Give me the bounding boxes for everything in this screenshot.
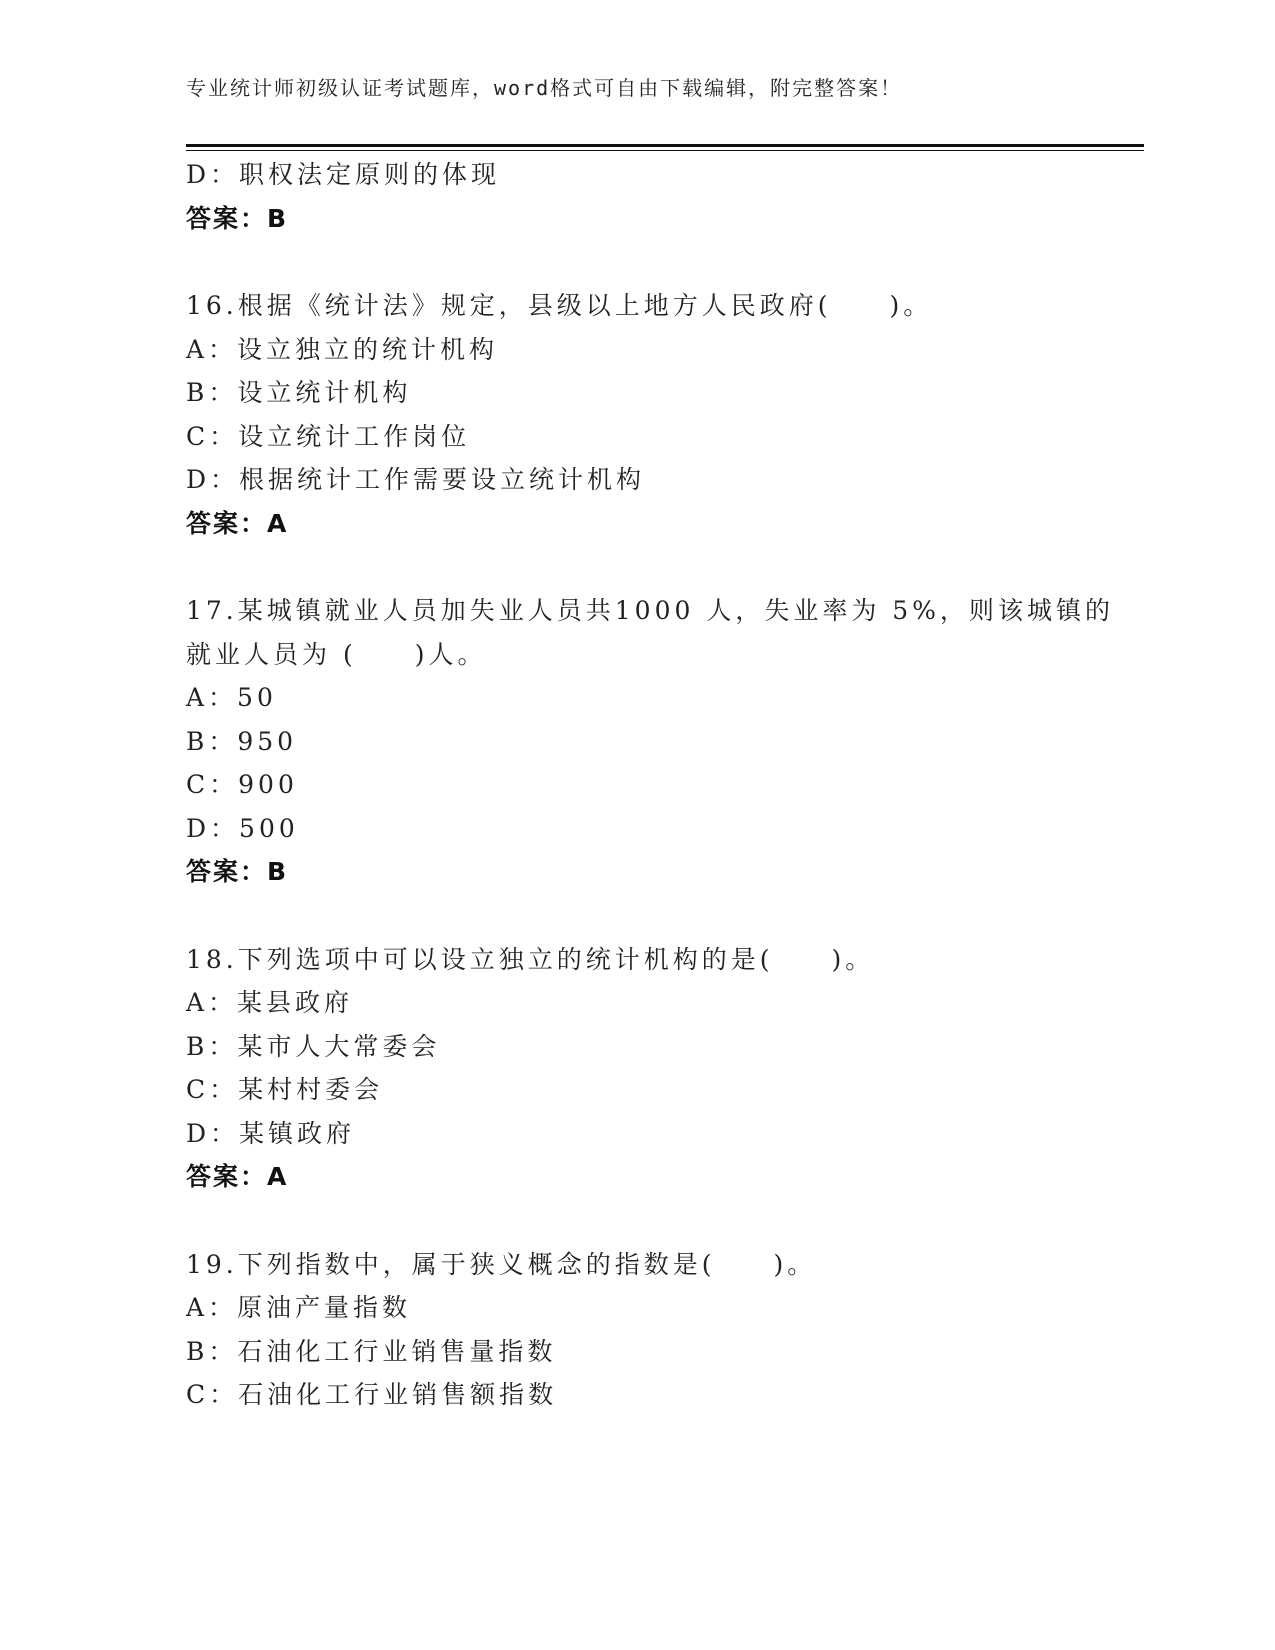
option-d: D：职权法定原则的体现 bbox=[186, 160, 501, 189]
option-c: C：900 bbox=[186, 770, 298, 799]
answer-line: 答案：A bbox=[186, 1162, 289, 1191]
question-stem: 18.下列选项中可以设立独立的统计机构的是( )。 bbox=[186, 945, 875, 974]
option-b: B：950 bbox=[186, 727, 298, 756]
option-c: C：某村村委会 bbox=[186, 1075, 384, 1104]
header-rule-thin bbox=[186, 150, 1144, 151]
page-header: 专业统计师初级认证考试题库，word格式可自由下载编辑，附完整答案！ bbox=[186, 76, 903, 100]
option-b: B：石油化工行业销售量指数 bbox=[186, 1337, 557, 1366]
question-stem-continued: 就业人员为 ( )人。 bbox=[186, 640, 487, 669]
answer-line: 答案：B bbox=[186, 204, 289, 233]
option-d: D：某镇政府 bbox=[186, 1119, 356, 1148]
header-rule-thick bbox=[186, 144, 1144, 147]
option-a: A：原油产量指数 bbox=[186, 1293, 412, 1322]
option-c: C：石油化工行业销售额指数 bbox=[186, 1380, 558, 1409]
option-d: D：根据统计工作需要设立统计机构 bbox=[186, 465, 646, 494]
option-a: A：某县政府 bbox=[186, 988, 354, 1017]
question-stem: 16.根据《统计法》规定，县级以上地方人民政府( )。 bbox=[186, 291, 933, 320]
option-b: B：某市人大常委会 bbox=[186, 1032, 441, 1061]
option-a: A：50 bbox=[186, 683, 277, 712]
answer-line: 答案：A bbox=[186, 509, 289, 538]
option-b: B：设立统计机构 bbox=[186, 378, 412, 407]
option-c: C：设立统计工作岗位 bbox=[186, 422, 471, 451]
option-d: D：500 bbox=[186, 814, 299, 843]
answer-line: 答案：B bbox=[186, 857, 289, 886]
option-a: A：设立独立的统计机构 bbox=[186, 335, 499, 364]
question-stem: 17.某城镇就业人员加失业人员共1000 人，失业率为 5%，则该城镇的 bbox=[186, 596, 1114, 625]
question-stem: 19.下列指数中，属于狭义概念的指数是( )。 bbox=[186, 1250, 817, 1279]
